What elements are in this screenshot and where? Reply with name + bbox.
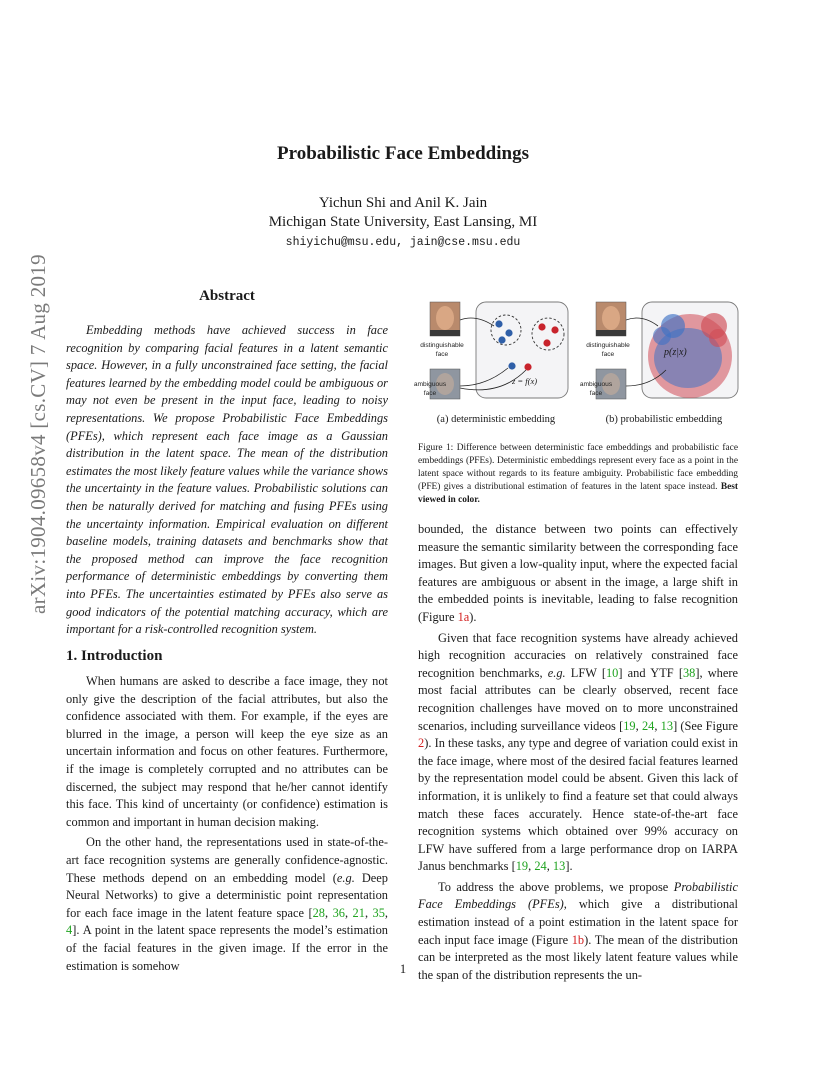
paper-title: Probabilistic Face Embeddings: [277, 143, 529, 164]
author-list: Yichun Shi and Anil K. Jain: [318, 195, 488, 211]
affiliation: Michigan State University, East Lansing, MI: [268, 214, 538, 230]
citation-link[interactable]: 24: [534, 859, 547, 874]
intro-paragraph-2: On the other hand, the representations used in state-of-the-art face recognition systems are generally confidence-agnostic. These methods depend on an embedding model (e.g. Deep Neural Networks) to give a deterministic point representation for each face image in the latent feature space [28, 36, 21, 35, 4]. A point in the latent space represents the model’s estimation of the facial features in the given image. If the error in the estimation is somehow: [66, 835, 389, 973]
intro-paragraph-4: To address the above problems, we propose Probabilistic Face Embeddings (PFEs), which give a distributional estimation instead of a point estimation in the latent space for each input face image (Figure 1b). The mean of the distribution can be interpreted as the most likely latent feature values while the span of the distribution represents the un-: [418, 879, 739, 982]
figure-link[interactable]: 2: [418, 736, 425, 751]
intro-right-column: [418, 521, 738, 984]
citation-link[interactable]: 28: [312, 905, 325, 920]
intro-paragraph-1: When humans are asked to describe a face image, they not only give the description of the facial attributes, but also the confidence associated with them. For example, if the eyes are blurred in the image, a person will keep the eye size as an uncertain information and focus on other features. Furthermore, if the image is completely corrupted and no attributes can be discerned, the subject may respond that he/her cannot identify this face. This kind of uncertainty (or confidence) estimation is common and important in human decision making.: [66, 674, 388, 829]
page-number: 1: [399, 962, 407, 976]
figure-link[interactable]: 1a: [457, 609, 470, 624]
subcaption-b: (b) probabilistic embedding: [605, 414, 723, 425]
figure-1: [414, 296, 744, 436]
embedding-formula-b: p(z|x): [664, 347, 687, 358]
citation-link[interactable]: 19: [623, 718, 636, 733]
ambiguous-face-label-a: ambiguous face: [413, 381, 447, 397]
intro-paragraph-3: Given that face recognition systems have already achieved high recognition accuracies on relatively constrained face recognition benchmarks, e.g. LFW [10] and YTF [38], where most facial attributes can be clearly observed, recent face recognition challenges have moved on to more unconstrained scenarios, including surveillance videos [19, 24, 13] (See Figure 2). In these tasks, any type and degree of variation could exist in the face image, where most of the desired facial features learned by the representation model could be absent. Given this lack of information, it is unlikely to find a feature set that could always match these faces accurately. Hence state-of-the-art face recognition systems which obtained over 99% accuracy on LFW have suffered from a large performance drop on IARPA Janus benchmarks [19, 24, 13].: [418, 630, 738, 874]
ambiguous-face-label-b: ambiguous face: [579, 381, 613, 397]
author-emails: shiyichu@msu.edu, jain@cse.msu.edu: [285, 236, 521, 249]
abstract-text: Embedding methods have achieved success in face recognition by comparing facial features in a latent semantic space. However, in a fully unconstrained face setting, the facial features learned by the embedding model could be ambiguous or may not even be present in the input face, leading to noisy representations. We propose Probabilistic Face Embeddings (PFEs), which represent each face image as a Gaussian distribution in the latent space. The mean of the distribution estimates the most likely feature values while the variance shows the uncertainty in the feature values. Probabilistic solutions can then be naturally derived for matching and fusing PFEs using the uncertainty information. Empirical evaluation on different baseline models, training datasets and benchmarks show that the proposed method can improve the face recognition performance of deterministic embeddings by converting them into PFEs. The uncertainties estimated by PFEs also serve as good indicators of the potential matching accuracy, which are important for a risk-controlled recognition system.: [66, 323, 388, 637]
citation-link[interactable]: 36: [332, 905, 345, 920]
citation-link[interactable]: 19: [515, 859, 529, 874]
citation-link[interactable]: 13: [660, 718, 674, 733]
intro-heading: 1. Introduction: [66, 648, 163, 664]
subcaption-a: (a) deterministic embedding: [436, 414, 556, 425]
citation-link[interactable]: 4: [66, 923, 73, 938]
intro-left-column: [66, 673, 388, 975]
citation-link[interactable]: 24: [641, 718, 655, 733]
intro-paragraph-2-continued: bounded, the distance between two points can effectively measure the semantic similarity between the corresponding face images. But given a low-quality input, where the expected facial features are ambiguous or absent in the image, a large shift in the embedded points is inevitable, leading to false recognition (Figure 1a).: [418, 522, 738, 624]
citation-link[interactable]: 35: [372, 905, 385, 920]
abstract-heading: Abstract: [199, 288, 255, 304]
distinguishable-face-label-a: distinguishable face: [420, 342, 464, 358]
citation-link[interactable]: 38: [682, 665, 696, 680]
embedding-formula-a: z = f(x): [512, 376, 538, 386]
figure-1-caption: Figure 1: Difference between deterministic face embeddings and probabilistic face embeddings (PFEs). Deterministic embeddings represent every face as a point in the latent space without regards to its feature ambiguity. Probabilistic face embedding (PFE) gives a distributional estimation of features in the latent space instead. Best viewed in color.: [418, 443, 738, 505]
figure-link[interactable]: 1b: [571, 932, 585, 947]
distinguishable-face-label-b: distinguishable face: [586, 342, 630, 358]
citation-link[interactable]: 21: [352, 905, 365, 920]
arxiv-identifier: arXiv:1904.09658v4 [cs.CV] 7 Aug 2019: [26, 254, 50, 614]
citation-link[interactable]: 10: [605, 665, 619, 680]
citation-link[interactable]: 13: [552, 859, 566, 874]
